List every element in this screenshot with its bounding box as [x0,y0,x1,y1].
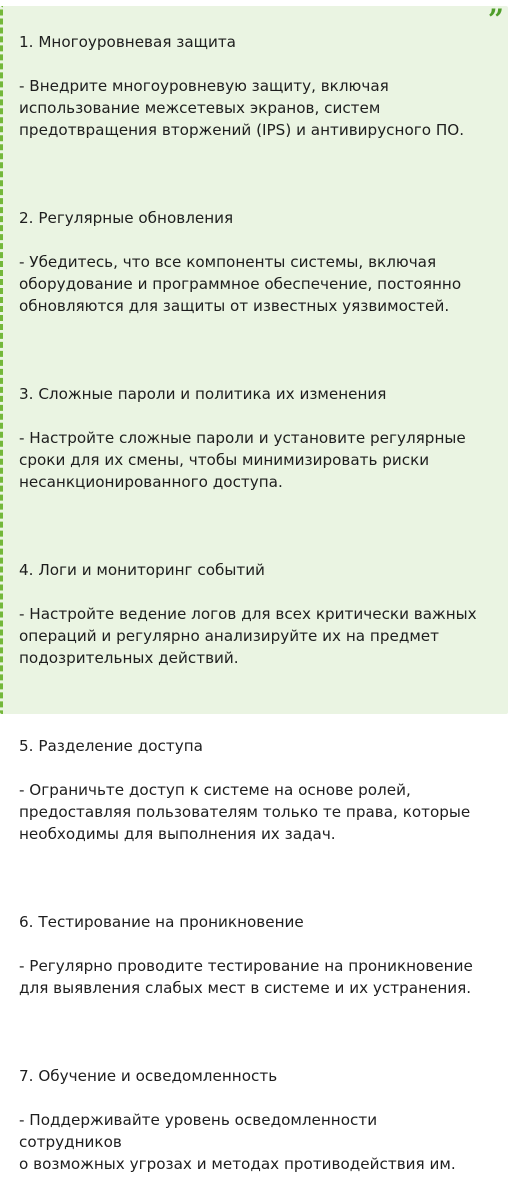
item-description: - Ограничьте доступ к системе на основе ролей, предоставляя пользователям только те права, которые необходимы для выполнения их задач. [19,781,471,843]
list-item [19,9,480,163]
item-title: 7. Обучение и осведомленность [19,1067,278,1085]
quote-mark-icon: ” [487,3,504,36]
quote-block [0,3,508,1173]
item-title: 5. Разделение доступа [19,737,203,755]
item-description: - Поддерживайте уровень осведомленности сотрудников о возможных угрозах и методах противодействия им. [19,1111,456,1173]
item-description: - Настройте ведение логов для всех критически важных операций и регулярно анализируйте их на предмет подозрительных действий. [19,605,477,667]
list-item [19,185,480,339]
item-title: 4. Логи и мониторинг событий [19,561,265,579]
item-title: 1. Многоуровневая защита [19,33,236,51]
item-description: - Регулярно проводите тестирование на проникновение для выявления слабых мест в системе и их устранения. [19,957,473,997]
item-description: - Убедитесь, что все компоненты системы, включая оборудование и программное обеспечение, постоянно обновляются для защиты от известных уязвимостей. [19,253,462,315]
item-title: 6. Тестирование на проникновение [19,913,304,931]
list-item [19,1043,480,1197]
item-description: - Настройте сложные пароли и установите регулярные сроки для их смены, чтобы минимизировать риски несанкционированного доступа. [19,429,466,491]
list-item [19,537,480,691]
list-item [19,361,480,515]
list-item [19,713,480,867]
item-title: 3. Сложные пароли и политика их изменения [19,385,387,403]
item-description: - Внедрите многоуровневую защиту, включая использование межсетевых экранов, систем предотвращения вторжений (IPS) и антивирусного ПО. [19,77,465,139]
list-item [19,889,480,1021]
item-title: 2. Регулярные обновления [19,209,234,227]
